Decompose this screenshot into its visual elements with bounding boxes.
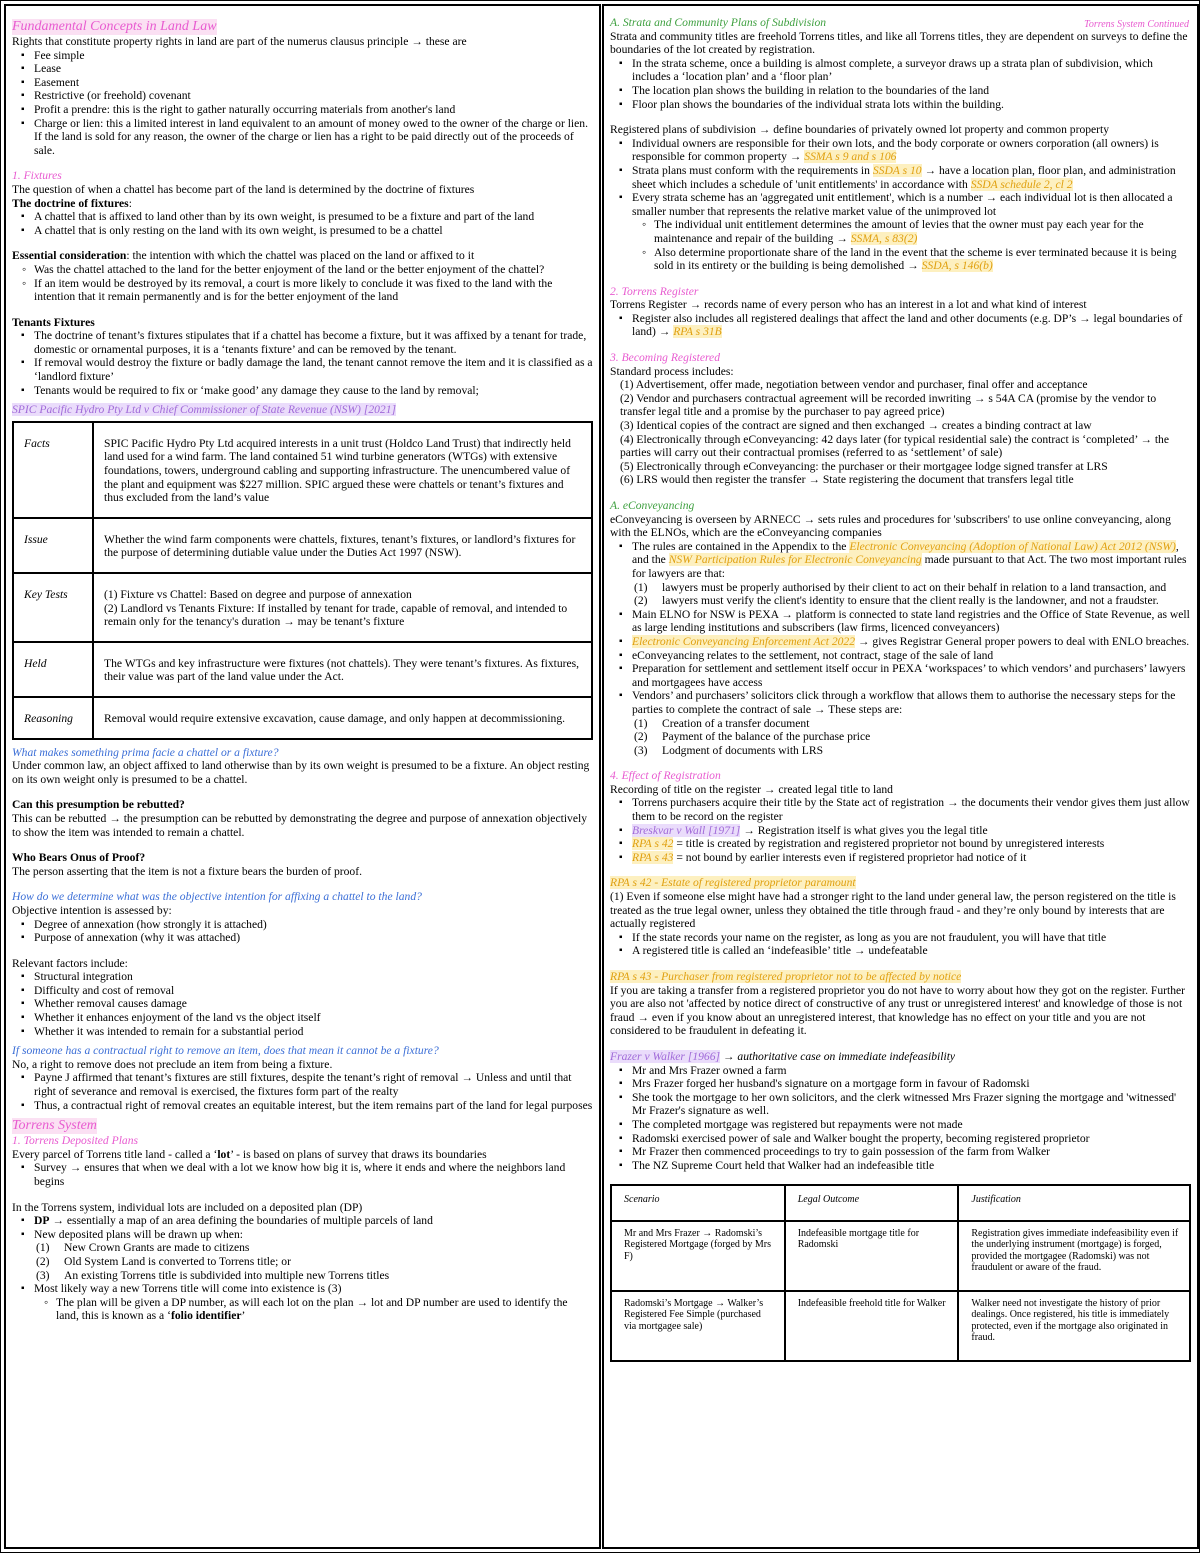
unit-entitlement-list — [610, 218, 1191, 272]
list-item — [632, 540, 1191, 581]
settlement-step: Creation of a transfer document — [662, 716, 810, 730]
strata-heading: A. Strata and Community Plans of Subdivision — [610, 16, 827, 29]
dp-intro: In the Torrens system, individual lots are included on a deposited plan (DP) — [12, 1200, 363, 1214]
list-item: ▪ Preparation for settlement and settlement itself occur in PEXA ‘workspaces’ to which vendors’ and purchasers’ lawyers and mortgagees have access — [632, 662, 1191, 689]
deposited-intro-a: Every parcel of Torrens title land - called a ‘ — [12, 1147, 218, 1161]
case-key: Held — [13, 642, 93, 697]
continued-label: Torrens System Continued — [1084, 19, 1189, 30]
list-item: ▪ A registered title is called an ‘indefeasible’ title → undefeatable — [632, 944, 1191, 958]
torrens-system-heading: Torrens System — [12, 1118, 97, 1134]
list-item: ▪ The NZ Supreme Court held that Walker had an indefeasible title — [632, 1159, 1191, 1173]
rpa43-text: If you are taking a transfer from a registered proprietor you do not have to worry about how they got on the register. Further you are also not 'affected by notice direct of constructive of any trust or unregistered interest' and knowledge of those is not fraud → even if you know about an unregistered interest, that knowledge has no effect on your title and you are not considered to be fraudulent in defeating it. — [610, 983, 1186, 1038]
econ-text: , and the — [632, 539, 1179, 567]
effect-text: = not bound by earlier interests even if registered proprietor had notice of it — [673, 850, 1027, 864]
deposited-intro — [12, 1148, 593, 1162]
list-item: ▪ Purpose of annexation (why it was attached) — [34, 931, 593, 945]
list-item: ▪ If removal would destroy the fixture or badly damage the land, the tenant cannot remove the item and it is classified as a ‘landlord fixture’ — [34, 356, 593, 383]
case-key: Key Tests — [13, 573, 93, 642]
contractual-right-answer: No, a right to remove does not preclude an item from being a fixture. — [12, 1057, 333, 1071]
list-item: (1) Advertisement, offer made, negotiation between vendor and purchaser, final offer and acceptance — [620, 378, 1088, 392]
reg-text: Individual owners are responsible for their own lots, and the body corporate or owners corporation (all owners) is responsible for common property → — [632, 136, 1159, 164]
list-item: ▪ She took the mortgage to her own solicitors, and the clerk witnessed Mrs Frazer signing the mortgage and 'witnessed' Mr Frazer's signature as well. — [632, 1091, 1191, 1118]
table-row — [13, 518, 592, 573]
list-item: ▪ Vendors’ and purchasers’ solicitors click through a workflow that allows them to authorise the necessary steps for the parties to complete the contract of sale → These steps are: — [632, 689, 1191, 716]
table-row — [13, 697, 592, 739]
list-item: (1) lawyers must be properly authorised by their client to act on their behalf in relation to a land transaction, and — [634, 580, 1167, 594]
settlement-step: Lodgment of documents with LRS — [662, 743, 824, 757]
left-column — [4, 4, 601, 1549]
statute-ref: SSDA, s 146(b) — [921, 259, 993, 273]
strata-intro: Strata and community titles are freehold Torrens titles, and like all Torrens titles, they are dependent on surveys to define the boundaries of the lot created by registration. — [610, 29, 1188, 57]
table-cell: Indefeasible mortgage title for Radomski — [785, 1221, 959, 1291]
list-item: ▪ The completed mortgage was registered but repayments were not made — [632, 1118, 1191, 1132]
econveyancing-list — [610, 540, 1191, 581]
new-dp-list — [12, 1241, 593, 1282]
tenants-list — [12, 329, 593, 397]
frazer-note: → authoritative case on immediate indefeasibility — [720, 1049, 956, 1063]
case-value: Removal would require extensive excavation, cause damage, and only happen at decommissioning. — [93, 697, 592, 739]
strata-list — [610, 57, 1191, 111]
list-item — [654, 246, 1191, 273]
table-row — [13, 642, 592, 697]
column-header: Legal Outcome — [785, 1185, 959, 1221]
list-item — [632, 137, 1191, 164]
folio-identifier-term: folio identifier — [170, 1309, 242, 1323]
fixtures-intro: The question of when a chattel has become part of the land is determined by the doctrine of fixtures — [12, 182, 475, 196]
reg-text: Also determine proportionate share of the land in the event that the scheme is ever terminated because it is being sold in its entirety or the building is being demolished → — [654, 245, 1177, 273]
new-dp-item: New Crown Grants are made to citizens — [64, 1241, 250, 1255]
registered-plans-list — [610, 137, 1191, 219]
factors-list — [12, 970, 593, 1038]
new-dp-item: An existing Torrens title is subdivided into multiple new Torrens titles — [64, 1268, 390, 1282]
list-item: ▪ Restrictive (or freehold) covenant — [34, 89, 593, 103]
torrens-register-heading: 2. Torrens Register — [610, 284, 699, 298]
dp-list — [12, 1214, 593, 1241]
statute-ref: RPA s 31B — [673, 325, 722, 339]
essential-consideration — [12, 249, 593, 263]
rpa42-list — [610, 931, 1191, 958]
list-item: ▪ Profit a prendre: this is the right to gather naturally occurring materials from another's land — [34, 103, 593, 117]
list-item: ◦ Was the chattel attached to the land for the better enjoyment of the land or the better enjoyment of the chattel? — [34, 263, 593, 277]
numerus-clausus-intro: Rights that constitute property rights in land are part of the numerus clausus principle → these are — [12, 35, 467, 48]
list-item: ▪ Difficulty and cost of removal — [34, 984, 593, 998]
factors-label: Relevant factors include: — [12, 956, 128, 970]
list-item: ▪ Charge or lien: this a limited interest in land equivalent to an amount of money owed to the owner of the charge or lien. If the land is sold for any reason, the owner of the charge or lien has a right to be paid directly out of the proceeds of sale. — [34, 117, 593, 158]
rpa42-text: (1) Even if someone else might have had a stronger right to the land under general law, the person registered on the title is treated as the true legal owner, unless they obtained the title through fraud - and they’re only bound by interests that are actually registered — [610, 890, 1176, 931]
folio-list — [12, 1296, 593, 1323]
effect-of-registration-heading: 4. Effect of Registration — [610, 769, 721, 783]
dp-label: DP — [34, 1214, 50, 1228]
effect-text: = title is created by registration and registered proprietor not bound by unregistered interests — [673, 837, 1105, 851]
table-cell: Radomski’s Mortgage → Walker’s Registered Fee Simple (purchased via mortgagee sale) — [611, 1291, 785, 1361]
list-item: ▪ Whether it enhances enjoyment of the land vs the object itself — [34, 1011, 593, 1025]
prima-facie-question: What makes something prima facie a chattel or a fixture? — [12, 745, 279, 759]
list-item: ▪ Mr Frazer then commenced proceedings to try to gain possession of the farm from Walker — [632, 1145, 1191, 1159]
deposited-intro-b: ’ - is based on plans of survey that draws its boundaries — [230, 1147, 487, 1161]
econ-text: → gives Registrar General proper powers to deal with ENLO breaches. — [855, 634, 1190, 648]
table-row — [13, 573, 592, 642]
list-item: ▪ Whether removal causes damage — [34, 997, 593, 1011]
annexation-list — [12, 918, 593, 945]
list-item: ▪ eConveyancing relates to the settlement, not contract, stage of the sale of land — [632, 649, 1191, 663]
list-item: ▪ Mrs Frazer forged her husband's signature on a mortgage form in favour of Radomski — [632, 1077, 1191, 1091]
essential-text: : the intention with which the chattel was placed on the land or affixed to it — [126, 249, 475, 263]
folio-text-b: ’ — [241, 1309, 246, 1323]
settlement-step: Payment of the balance of the purchase price — [662, 730, 871, 744]
case-value: SPIC Pacific Hydro Pty Ltd acquired interests in a unit trust (Holdco Land Trust) that indirectly held land used for a wind farm. The land contained 51 wind turbine generators (WTGs) with extensive foundations, towers, underground cabling and supporting infrastructure. The unencumbered value of the plant and equipment was $227 million. SPIC argued these were chattels or tenant’s fixtures and thus excluded from the land’s value — [93, 422, 592, 518]
lawyer-rules-list — [610, 581, 1191, 608]
contractual-right-list — [12, 1071, 593, 1112]
list-item: ▪ Structural integration — [34, 970, 593, 984]
objective-intention-answer: Objective intention is assessed by: — [12, 903, 172, 917]
list-item: (2) Vendor and purchasers contractual agreement will be recorded inwriting → s 54A CA (promise by the vendor to transfer legal title and a promise by the purchaser to pay agreed price) — [620, 391, 1157, 419]
list-item — [56, 1296, 593, 1323]
case-key: Reasoning — [13, 697, 93, 739]
frazer-scenario-table — [610, 1184, 1191, 1362]
table-cell: Mr and Mrs Frazer → Radomski’s Registered Mortgage (forged by Mrs F) — [611, 1221, 785, 1291]
list-item: ▪ Main ELNO for NSW is PEXA → platform is connected to state land registries and the Office of State Revenue, as well as large lending institutions and subscribers (law firms, licenced conveyancers) — [632, 608, 1191, 635]
reg-text: Register also includes all registered dealings that affect the land and other documents (e.g. DP’s → legal boundaries of land) → — [632, 311, 1183, 339]
likely-list — [12, 1282, 593, 1296]
list-item: ▪ Lease — [34, 62, 593, 76]
case-value: Whether the wind farm components were chattels, fixtures, tenant’s fixtures, or landlord’s fixtures for the purpose of determining dutiable value under the Duties Act 1997 (NSW). — [93, 518, 592, 573]
list-item: ▪ Radomski exercised power of sale and Walker bought the property, becoming registered proprietor — [632, 1132, 1191, 1146]
list-item: ▪ If the state records your name on the register, as long as you are not fraudulent, you will have that title — [632, 931, 1191, 945]
new-dp-item: Old System Land is converted to Torrens title; or — [64, 1254, 291, 1268]
onus-answer: The person asserting that the item is not a fixture bears the burden of proof. — [12, 864, 362, 878]
spic-case-title: SPIC Pacific Hydro Pty Ltd v Chief Commissioner of State Revenue (NSW) [2021] — [12, 403, 397, 417]
torrens-register-list — [610, 312, 1191, 339]
statute-ref: RPA s 42 — [632, 837, 674, 851]
doctrine-list — [12, 210, 593, 237]
list-item: ▪ Payne J affirmed that tenant’s fixtures are still fixtures, despite the tenant’s right of removal → Unless and until that right of severance and removal is exercised, the fixtures form part of the realty — [34, 1071, 593, 1098]
case-key: Issue — [13, 518, 93, 573]
list-item: (2) Old System Land is converted to Torrens title; or — [36, 1254, 291, 1268]
case-value: The WTGs and key infrastructure were fixtures (not chattels). They were tenant’s fixtures. As fixtures, their value was part of the land value under the Act. — [93, 642, 592, 697]
effect-list — [610, 796, 1191, 864]
list-item: ▪ Torrens purchasers acquire their title by the State act of registration → the documents their vendor gives them just allow them to be record on the register — [632, 796, 1191, 823]
case-ref: Breskvar v Wall [1971] — [632, 823, 741, 837]
list-item: ▪ Survey → ensures that when we deal with a lot we know how big it is, where it ends and where the neighbors land begins — [34, 1161, 593, 1188]
table-cell: Indefeasible freehold title for Walker — [785, 1291, 959, 1361]
statute-ref: SSDA schedule 2, cl 2 — [970, 177, 1073, 191]
column-header: Scenario — [611, 1185, 785, 1221]
list-item — [632, 837, 1191, 851]
process-steps — [610, 378, 1191, 487]
frazer-facts-list — [610, 1064, 1191, 1173]
table-row — [13, 422, 592, 518]
table-header-row — [611, 1185, 1190, 1221]
list-item: (1) New Crown Grants are made to citizens — [36, 1241, 250, 1255]
list-item: (3) Lodgment of documents with LRS — [634, 743, 824, 757]
list-item: ▪ New deposited plans will be drawn up when: — [34, 1228, 593, 1242]
reg-text: Strata plans must conform with the requirements in — [632, 163, 873, 177]
table-row — [611, 1291, 1190, 1361]
rpa42-heading: RPA s 42 - Estate of registered proprietor paramount — [610, 876, 856, 890]
econveyancing-list-2 — [610, 608, 1191, 717]
rebut-answer: This can be rebutted → the presumption can be rebutted by demonstrating the degree and purpose of annexation objectively to show the item was intended to remain a chattel. — [12, 811, 587, 839]
case-key: Facts — [13, 422, 93, 518]
list-item: ▪ Most likely way a new Torrens title will come into existence is (3) — [34, 1282, 593, 1296]
statute-ref: NSW Participation Rules for Electronic Conveyancing — [668, 553, 922, 567]
fixtures-heading: 1. Fixtures — [12, 169, 62, 183]
reg-text: The individual unit entitlement determines the amount of levies that the owner must pay each year for the maintenance and repair of the building → — [654, 218, 1144, 245]
list-item: ▪ Thus, a contractual right of removal creates an equitable interest, but the item remains part of the land for legal purposes — [34, 1099, 593, 1113]
list-item: ▪ The location plan shows the building in relation to the boundaries of the land — [632, 84, 1191, 98]
effect-text: → Registration itself is what gives you the legal title — [740, 823, 988, 837]
econveyancing-heading: A. eConveyancing — [610, 499, 695, 512]
list-item — [632, 635, 1191, 649]
list-item: ▪ The doctrine of tenant’s fixtures stipulates that if a chattel has become a fixture, but it was affixed by a tenant for trade, domestic or ornamental purposes, it is a ‘tenants fixture’ and can be removed by the tenant. — [34, 329, 593, 356]
list-item: ▪ Every strata scheme has an 'aggregated unit entitlement', which is a number → each individual lot is then allocated a smaller number that represents the relative market value of the unimproved lot — [632, 191, 1191, 218]
list-item: ▪ A chattel that is only resting on the land with its own weight, is presumed to be a chattel — [34, 224, 593, 238]
column-header: Justification — [958, 1185, 1190, 1221]
table-row — [611, 1221, 1190, 1291]
effect-intro: Recording of title on the register → created legal title to land — [610, 782, 893, 796]
rule-text: lawyers must verify the client's identity to ensure that the client really is the landowner, and not a fraudster. — [662, 594, 1159, 608]
table-cell: Registration gives immediate indefeasibility even if the underlying instrument (mortgage) is forged, provided the mortgagee (Radomski) was not fraudulent or aware of the fraud. — [958, 1221, 1190, 1291]
table-cell: Walker need not investigate the history of prior dealings. Once registered, his title is immediately protected, even if the mortgage also originated in fraud. — [958, 1291, 1190, 1361]
econ-text: made pursuant to that Act. The two most important rules for lawyers are that: — [632, 553, 1187, 580]
list-item: (3) An existing Torrens title is subdivided into multiple new Torrens titles — [36, 1268, 390, 1282]
frazer-line — [610, 1050, 1191, 1064]
doctrine-line: The doctrine of fixtures: — [12, 196, 132, 210]
prima-facie-answer: Under common law, an object affixed to land otherwise than by its own weight is presumed to be a fixture. An object resting on its own weight only is presumed to be a chattel. — [12, 759, 590, 786]
list-item: ▪ Whether it was intended to remain for a substantial period — [34, 1025, 593, 1039]
econ-text: The rules are contained in the Appendix to the — [632, 539, 850, 553]
list-item: (5) Electronically through eConveyancing: the purchaser or their mortgagee lodge signed transfer at LRS — [620, 459, 1108, 473]
list-item: (3) Identical copies of the contract are signed and then exchanged → creates a binding contract at law — [620, 419, 1092, 433]
objective-intention-question: How do we determine what was the objective intention for affixing a chattel to the land? — [12, 890, 422, 904]
property-rights-list — [12, 49, 593, 158]
registered-plans-intro: Registered plans of subdivision → define boundaries of privately owned lot property and common property — [610, 123, 1110, 137]
list-item: ▪ Degree of annexation (how strongly it is attached) — [34, 918, 593, 932]
spic-case-table — [12, 421, 593, 740]
rebut-question: Can this presumption be rebutted? — [12, 798, 185, 812]
right-column — [602, 4, 1199, 1549]
survey-list — [12, 1161, 593, 1188]
econveyancing-intro: eConveyancing is overseen by ARNECC → sets rules and procedures for 'subscribers' to use online conveyancing, along with the ELNOs, which are the eConveyancing companies — [610, 512, 1171, 540]
list-item: (1) Creation of a transfer document — [634, 716, 810, 730]
statute-ref: SSDA s 10 — [872, 163, 922, 177]
list-item: ▪ Tenants would be required to fix or ‘make good’ any damage they cause to the land by removal; — [34, 384, 593, 398]
statute-ref: Electronic Conveyancing Enforcement Act 2022 — [632, 634, 856, 648]
list-item: (4) Electronically through eConveyancing: 42 days later (for typical residential sale) the contract is ‘completed’ → the parties will carry out their contractual promises (referred to as ‘settlement’ of sale) — [620, 432, 1169, 460]
statute-ref: RPA s 43 — [632, 850, 674, 864]
tenants-fixtures-heading: Tenants Fixtures — [12, 315, 95, 329]
list-item: (6) LRS would then register the transfer → State registering the document that transfers legal title — [620, 473, 1074, 487]
list-item: ▪ Mr and Mrs Frazer owned a farm — [632, 1064, 1191, 1078]
list-item: ▪ In the strata scheme, once a building is almost complete, a surveyor draws up a strata plan of subdivision, which includes a ‘location plan’ and a ‘floor plan’ — [632, 57, 1191, 84]
folio-text-a: The plan will be given a DP number, as will each lot on the plan → lot and DP number are used to identify the land, this is known as a ‘ — [56, 1295, 568, 1323]
list-item — [34, 1214, 593, 1228]
list-item — [632, 851, 1191, 865]
list-item: ▪ Floor plan shows the boundaries of the individual strata lots within the building. — [632, 98, 1191, 112]
list-item: (2) lawyers must verify the client's identity to ensure that the client really is the landowner, and not a fraudster. — [634, 594, 1159, 608]
list-item: ◦ If an item would be destroyed by its removal, a court is more likely to conclude it was fixed to the land with the intention that it remain permanently and is for the better enjoyment of the land — [34, 277, 593, 304]
rule-text: lawyers must be properly authorised by their client to act on their behalf in relation to a land transaction, and — [662, 580, 1167, 594]
torrens-register-text: Torrens Register → records name of every person who has an interest in a lot and what kind of interest — [610, 298, 1087, 312]
settlement-steps-list — [610, 717, 1191, 758]
reg-text: → have a location plan, floor plan, and administration sheet which includes a schedule of 'unit entitlements' in accordance with — [632, 163, 1176, 191]
lot-term: lot — [217, 1147, 231, 1161]
list-item: ▪ Fee simple — [34, 49, 593, 63]
essential-list — [12, 263, 593, 304]
doctrine-label: The doctrine of fixtures — [12, 196, 129, 210]
list-item — [632, 824, 1191, 838]
rpa43-heading: RPA s 43 - Purchaser from registered proprietor not to be affected by notice — [610, 970, 962, 983]
becoming-intro: Standard process includes: — [610, 364, 734, 378]
list-item: ▪ Easement — [34, 76, 593, 90]
list-item — [632, 164, 1191, 191]
essential-label: Essential consideration — [12, 249, 127, 263]
statute-ref: SSMA, s 83(2) — [850, 231, 918, 245]
onus-question: Who Bears Onus of Proof? — [12, 851, 146, 865]
list-item: (2) Payment of the balance of the purchase price — [634, 730, 871, 744]
statute-ref: Electronic Conveyancing (Adoption of National Law) Act 2012 (NSW) — [849, 539, 1176, 553]
list-item — [632, 312, 1191, 339]
deposited-plans-heading: 1. Torrens Deposited Plans — [12, 1134, 139, 1148]
list-item: ▪ A chattel that is affixed to land other than by its own weight, is presumed to be a fixture and part of the land — [34, 210, 593, 224]
statute-ref: SSMA s 9 and s 106 — [804, 150, 897, 164]
frazer-case-title: Frazer v Walker [1966] — [610, 1049, 721, 1063]
case-value: (1) Fixture vs Chattel: Based on degree and purpose of annexation (2) Landlord vs Tenants Fixture: If installed by tenant for trade, capable of removal, and intended to remain only for the tenancy's duration → may be tenant’s fixture — [93, 573, 592, 642]
becoming-registered-heading: 3. Becoming Registered — [610, 351, 720, 365]
list-item — [654, 218, 1191, 245]
fundamental-concepts-heading: Fundamental Concepts in Land Law — [12, 19, 217, 34]
dp-text: → essentially a map of an area defining the boundaries of multiple parcels of land — [49, 1214, 433, 1228]
contractual-right-question: If someone has a contractual right to remove an item, does that mean it cannot be a fixture? — [12, 1044, 439, 1058]
